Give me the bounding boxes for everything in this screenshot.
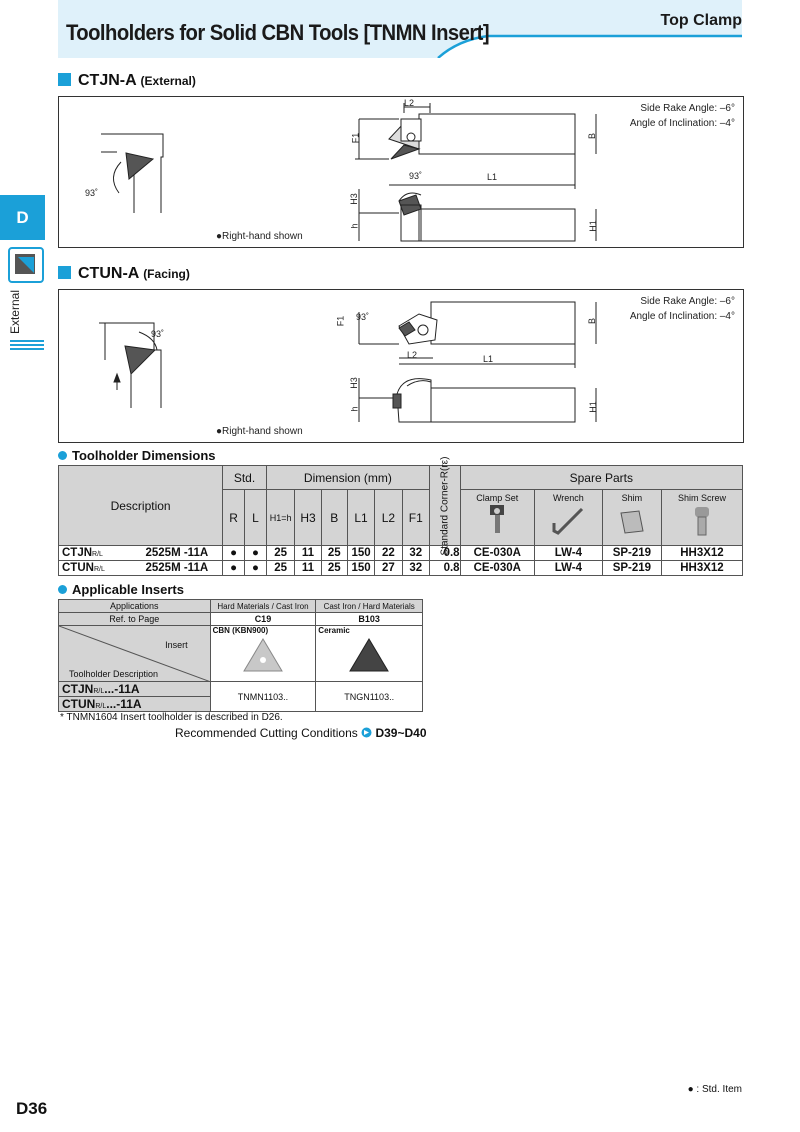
section-tab[interactable]: D: [0, 195, 45, 240]
insert-ceramic: Ceramic: [316, 626, 423, 682]
bullet-square-icon: [58, 73, 71, 86]
hand-note: ●Right-hand shown: [216, 231, 303, 242]
ceramic-insert-icon: [346, 635, 392, 677]
th-b: B: [321, 490, 347, 546]
page-title: Toolholders for Solid CBN Tools [TNMN Insert]: [66, 20, 490, 45]
th-description: Description: [59, 466, 223, 546]
inserts-table: Applications Hard Materials / Cast Iron Cast Iron / Hard Materials Ref. to Page C19 B103 Insert Toolholder Description CBN (KBN900) Ceramic CTJNR/L...-11A TNMN1103.. TNGN1103.. CTUNR/L...-11A: [58, 599, 423, 712]
wrench-icon: [548, 503, 588, 537]
footnote: * TNMN1604 Insert toolholder is described in D26.: [60, 712, 283, 723]
side-label: External: [8, 290, 22, 335]
bullet-square-icon: [58, 266, 71, 279]
clamp-set-icon: [482, 503, 512, 537]
th-h1: H1=h: [266, 490, 294, 546]
th-clamp: Clamp Set: [460, 490, 534, 546]
bullet-icon: [58, 451, 67, 460]
dim-l2: L2: [404, 98, 415, 108]
th-h3: H3: [295, 490, 321, 546]
angle-notes: Side Rake Angle: –6° Angle of Inclination: –4°: [629, 103, 735, 129]
dim-h3: H3: [348, 377, 359, 389]
th-shim-screw: Shim Screw: [661, 490, 742, 546]
dim-angle: 93˚: [356, 312, 370, 322]
cbn-insert-icon: [240, 635, 286, 677]
insert-header-cell: Insert Toolholder Description: [59, 626, 211, 682]
insert-row-ctun: CTUNR/L...-11A: [59, 697, 211, 712]
dimensions-heading: Toolholder Dimensions: [58, 448, 216, 463]
dim-f1: F1: [350, 132, 361, 144]
th-l2: L2: [375, 490, 402, 546]
row-description: CTUNR/L 2525M -11A: [59, 561, 223, 576]
dim-h1: H1: [587, 220, 598, 232]
side-decoration: [10, 340, 44, 352]
dim-l1: L1: [487, 172, 498, 182]
dim-angle-top: 93˚: [151, 329, 165, 339]
th-spare: Spare Parts: [460, 466, 742, 490]
th-dimension: Dimension (mm): [266, 466, 429, 490]
th-r: R: [223, 490, 245, 546]
dim-h: h: [349, 406, 360, 412]
dim-b: B: [587, 132, 598, 140]
external-turning-icon: [8, 247, 44, 283]
section-title-ctjn: CTJN-A (External): [58, 72, 196, 90]
th-shim: Shim: [602, 490, 661, 546]
dim-angle: 93˚: [409, 171, 423, 181]
th-l: L: [245, 490, 267, 546]
section-title-ctun: CTUN-A (Facing): [58, 265, 190, 283]
dim-b: B: [587, 317, 598, 325]
dim-l2: L2: [407, 350, 418, 360]
th-wrench: Wrench: [534, 490, 602, 546]
insert-row-ctjn: CTJNR/L...-11A: [59, 682, 211, 697]
dim-f1: F1: [335, 315, 346, 327]
dim-h1: H1: [587, 401, 598, 413]
ctun-diagram: [58, 289, 744, 443]
inserts-heading: Applicable Inserts: [58, 582, 184, 597]
dim-angle-top: 93˚: [85, 188, 99, 198]
dim-h3: H3: [348, 193, 359, 205]
dimensions-table: [58, 456, 743, 576]
shim-screw-icon: [690, 503, 714, 537]
th-f1: F1: [402, 490, 429, 546]
th-corner: Standard Corner-R(rε): [429, 466, 460, 546]
category-label: Top Clamp: [660, 12, 742, 29]
ctjn-diagram: [58, 96, 744, 248]
arrow-circle-icon: [361, 727, 372, 738]
angle-notes: Side Rake Angle: –6° Angle of Inclination: –4°: [629, 296, 735, 322]
table-row: CTJNR/L 2525M -11A ● ● 25 11 25 150 22 32 0.8 CE-030A LW-4 SP-219 HH3X12: [59, 546, 743, 561]
dim-l1: L1: [483, 354, 494, 364]
table-row: CTUNR/L 2525M -11A ● ● 25 11 25 150 27 32 0.8 CE-030A LW-4 SP-219 HH3X12: [59, 561, 743, 576]
th-std: Std.: [223, 466, 267, 490]
cutting-conditions-link[interactable]: Recommended Cutting Conditions D39~D40: [175, 726, 427, 740]
legend: ● : Std. Item: [687, 1084, 742, 1095]
th-l1: L1: [347, 490, 374, 546]
shim-icon: [617, 503, 647, 537]
row-description: CTJNR/L 2525M -11A: [59, 546, 223, 561]
page-number: D36: [16, 1099, 48, 1118]
dim-h: h: [349, 223, 360, 229]
insert-cbn: CBN (KBN900): [210, 626, 316, 682]
bullet-icon: [58, 585, 67, 594]
hand-note: ●Right-hand shown: [216, 426, 303, 437]
